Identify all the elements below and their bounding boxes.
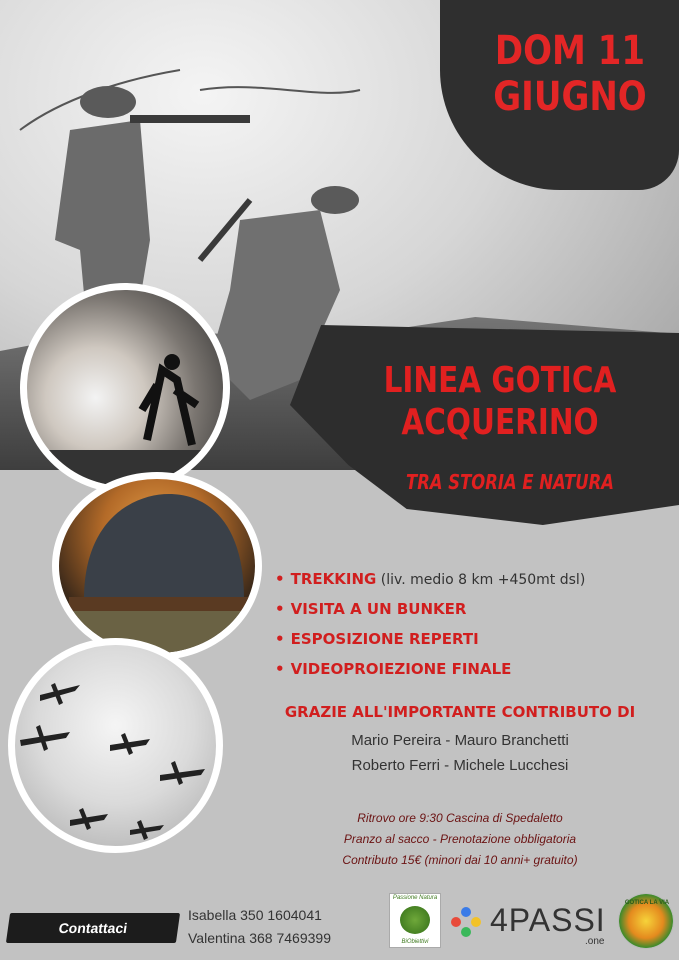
contact-valentina[interactable]: Valentina 368 7469399 xyxy=(188,930,331,946)
list-item xyxy=(275,628,675,658)
contact-isabella[interactable]: Isabella 350 1604041 xyxy=(188,907,322,923)
list-item xyxy=(275,598,675,628)
gotica-la-via-logo xyxy=(618,893,674,949)
activity-label: ESPOSIZIONE REPERTI xyxy=(290,630,479,648)
title-line-2: ACQUERINO xyxy=(401,402,599,443)
photo-smoke-soldier xyxy=(20,283,230,493)
bullet-dot: • xyxy=(275,600,285,618)
photo-helmet xyxy=(52,472,262,660)
logo3-text: GOTICA LA VIA xyxy=(624,900,670,906)
contact-list xyxy=(188,904,388,950)
lunch-booking-info: Pranzo al sacco - Prenotazione obbligatoria xyxy=(343,832,577,846)
event-info xyxy=(260,808,660,871)
activity-detail: (liv. medio 8 km +450mt dsl) xyxy=(376,572,586,588)
logo1-top-text: Passione Natura xyxy=(392,895,438,901)
bullet-dot: • xyxy=(275,570,285,588)
date-day: DOM 11 xyxy=(494,28,646,74)
colored-dots-icon xyxy=(448,904,484,940)
contact-button[interactable]: Contattaci xyxy=(6,913,180,943)
bullet-dot: • xyxy=(275,630,285,648)
activity-label: TREKKING xyxy=(290,570,377,588)
4passi-logo xyxy=(448,898,613,948)
photo-bomber-planes xyxy=(8,638,223,853)
activity-label: VIDEOPROIEZIONE FINALE xyxy=(290,660,512,678)
contributors-names xyxy=(240,728,679,778)
activities-list xyxy=(275,568,675,688)
event-subtitle: TRA STORIA E NATURA xyxy=(406,470,614,494)
contributors-line-1: Mario Pereira - Mauro Branchetti xyxy=(351,732,569,749)
logo1-bottom-text: BiObiettivi xyxy=(401,939,429,945)
contributors-line-2: Roberto Ferri - Michele Lucchesi xyxy=(351,757,569,774)
logo2-sub: .one xyxy=(585,936,605,947)
date-month: GIUGNO xyxy=(493,74,647,120)
activity-label: VISITA A UN BUNKER xyxy=(290,600,467,618)
logo2-word: 4PASSI xyxy=(490,902,606,938)
tree-icon xyxy=(400,906,430,934)
event-date xyxy=(485,28,655,120)
bomber-planes-formation xyxy=(15,645,216,846)
helmet-shape xyxy=(59,479,255,653)
event-title xyxy=(369,360,631,444)
smoke-soldier-figure xyxy=(27,290,223,486)
bullet-dot: • xyxy=(275,660,285,678)
price-info: Contributo 15€ (minori dai 10 anni+ gratuito) xyxy=(342,853,578,867)
title-line-1: LINEA GOTICA xyxy=(383,360,617,401)
meeting-info: Ritrovo ore 9:30 Cascina di Spedaletto xyxy=(357,811,563,825)
thanks-heading: GRAZIE ALL'IMPORTANTE CONTRIBUTO DI xyxy=(284,703,636,721)
list-item xyxy=(275,568,675,598)
list-item xyxy=(275,658,675,688)
passione-natura-logo xyxy=(389,893,441,948)
